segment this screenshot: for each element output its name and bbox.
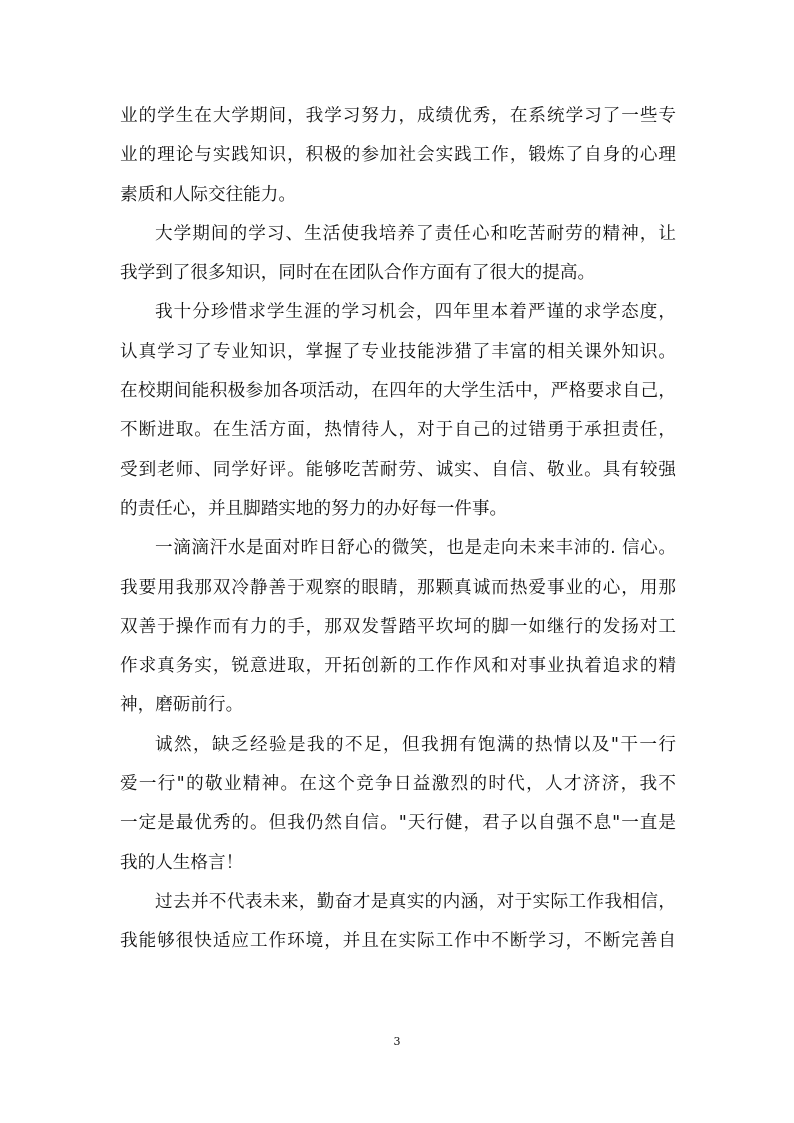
- text-line: 在校期间能积极参加各项活动，在四年的大学生活中，严格要求自己，: [120, 381, 676, 402]
- text-line: 我十分珍惜求学生涯的学习机会，四年里本着严谨的求学态度，: [155, 302, 676, 323]
- text-line: 业的学生在大学期间，我学习努力，成绩优秀，在系统学习了一些专: [120, 106, 676, 126]
- text-line: 双善于操作而有力的手，那双发誓踏平坎坷的脚一如继行的发扬对工: [120, 616, 676, 637]
- text-line: 受到老师、同学好评。能够吃苦耐劳、诚实、自信、敬业。具有较强: [120, 459, 676, 480]
- text-line: 一滴滴汗水是面对昨日舒心的微笑，也是走向未来丰沛的. 信心。: [155, 538, 676, 559]
- text-line: 诚然，缺乏经验是我的不足，但我拥有饱满的热情以及"干一行: [155, 734, 676, 755]
- text-line: 不断进取。在生活方面，热情待人，对于自己的过错勇于承担责任，: [120, 420, 676, 441]
- text-line: 业的理论与实践知识，积极的参加社会实践工作，锻炼了自身的心理: [120, 145, 676, 166]
- text-line: 我能够很快适应工作环境，并且在实际工作中不断学习，不断完善自: [120, 931, 676, 952]
- text-line: 神，磨砺前行。: [120, 695, 244, 716]
- text-line: 作求真务实，锐意进取，开拓创新的工作作风和对事业执着追求的精: [120, 656, 676, 677]
- text-line: 我学到了很多知识，同时在在团队合作方面有了很大的提高。: [120, 263, 596, 284]
- text-line: 我的人生格言！: [120, 852, 244, 873]
- text-line: 认真学习了专业知识，掌握了专业技能涉猎了丰富的相关课外知识。: [120, 341, 676, 362]
- text-line: 爱一行"的敬业精神。在这个竞争日益激烈的时代，人才济济，我不: [120, 774, 676, 795]
- text-line: 的责任心，并且脚踏实地的努力的办好每一件事。: [120, 498, 508, 519]
- text-line: 一定是最优秀的。但我仍然自信。"天行健，君子以自强不息"一直是: [120, 813, 676, 834]
- text-line: 我要用我那双冷静善于观察的眼睛，那颗真诚而热爱事业的心，用那: [120, 577, 676, 598]
- document-body: [120, 97, 676, 962]
- page-number: 3: [393, 1035, 401, 1048]
- text-line: 过去并不代表未来，勤奋才是真实的内涵，对于实际工作我相信，: [155, 891, 676, 912]
- text-line: 素质和人际交往能力。: [120, 184, 296, 205]
- text-line: 大学期间的学习、生活使我培养了责任心和吃苦耐劳的精神，让: [155, 223, 676, 244]
